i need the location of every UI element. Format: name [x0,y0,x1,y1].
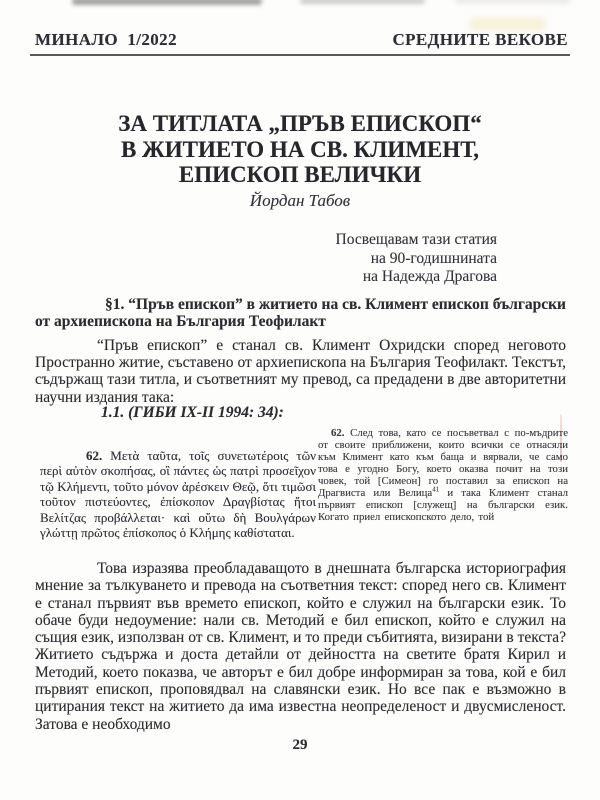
translation-passage-continuation: и така Климент станал първият епископ [служещ] на български език. Когато приел епископското дело, той [318,487,568,523]
dedication-line-1: Посвещавам тази статия [335,231,497,248]
section-heading: §1. “Пръв епископ” в житието на св. Климент епископ български от архиепископа на България Теофилакт [35,296,566,330]
excerpt-columns [40,427,568,540]
author-name: Йордан Табов [249,191,351,210]
article-title-line-1: ЗА ТИТЛАТА „ПРЪВ ЕПИСКОП“ [118,111,482,136]
article-title-line-3: ЕПИСКОП ВЕЛИЧКИ [178,162,422,187]
translation-passage-number: 62. [331,427,351,439]
dedication-line-3: на Надежда Драгова [362,268,497,286]
bulgarian-translation-text [316,427,568,523]
translation-passage-body: След това, като се посъветвал с по-мъдрите от своите приближени, които всички се отнасяли към Климент като към баща и вярвали, че само това е угодно Богу, което оказва почит на този човек, той [Симеон] го поставил за епископ на Драгвиста или Велица [318,427,569,499]
journal-title: МИНАЛО 1/2022 [35,30,177,49]
article-title-line-2: В ЖИТИЕТО НА СВ. КЛИМЕНТ, [120,136,480,162]
greek-source-text [40,448,316,540]
scan-smudge-artifact [72,0,262,5]
commentary-paragraph: Това изразява преобладаващото в днешната българска историография мнение за тълкуването и превода на съответния текст: според него св. Климент е станал първият във времето епископ, който е служил на български език. То обаче буди недоумение: нали св. Методий е бил епископ, който е служил на същия език, използван от св. Климент, и то преди събитията, визирани в текста? Житието съдържа и доста детайли от дейността на светите братя Кирил и Методий, което показва, че авторът е бил добре информиран за това, кой е бил първият епископ, проповядвал на славянски език. Но все пак е възможно в цитирания текст на житието да има известна неопределеност и двусмисленост. Затова е необходимо [35,560,566,733]
scan-smudge-artifact [300,0,425,4]
article-title [0,111,600,188]
intro-paragraph: “Пръв епископ” е станал св. Климент Охридски според неговото Пространно житие, съставено от архиепископа на България Теофилакт. Текстът, съдържащ тази титла, и съответният му превод, са предадени в две авторитетни научни издания така: [35,337,566,406]
citation-label: 1.1. (ГИБИ IX-II 1994: 34): [101,404,284,421]
scan-stain-artifact [470,18,545,30]
footnote-reference: 41 [432,485,440,494]
page-number: 29 [292,737,308,753]
greek-passage-number: 62. [86,448,111,463]
running-header [35,30,568,50]
header-rule [30,54,570,56]
dedication-line-2: на 90-годишнината [370,249,497,267]
scan-smudge-artifact [455,0,570,3]
dedication [336,231,497,287]
greek-passage-body: Μετὰ ταῦτα, τοῖς συνετωτέροις τῶν περὶ αὐτὸν σκοπήσας, οἳ πάντες ὡς πατρὶ προσεῖχον τῷ Κλήμεντι, τοῦτο μόνον ἀρέσκειν Θεῷ, ὅτι τιμῶσι τοῦτον πιστεύοντες, ἐπίσκοπον Δραγβίστας ἤτοι Βελίτζας προβάλλεται· καὶ οὕτω δὴ Βουλγάρων γλώττῃ πρῶτος ἐπίσκοπος ὁ Κλήμης καθίσταται. [40,448,317,541]
journal-section: СРЕДНИТЕ ВЕКОВЕ [392,30,568,49]
